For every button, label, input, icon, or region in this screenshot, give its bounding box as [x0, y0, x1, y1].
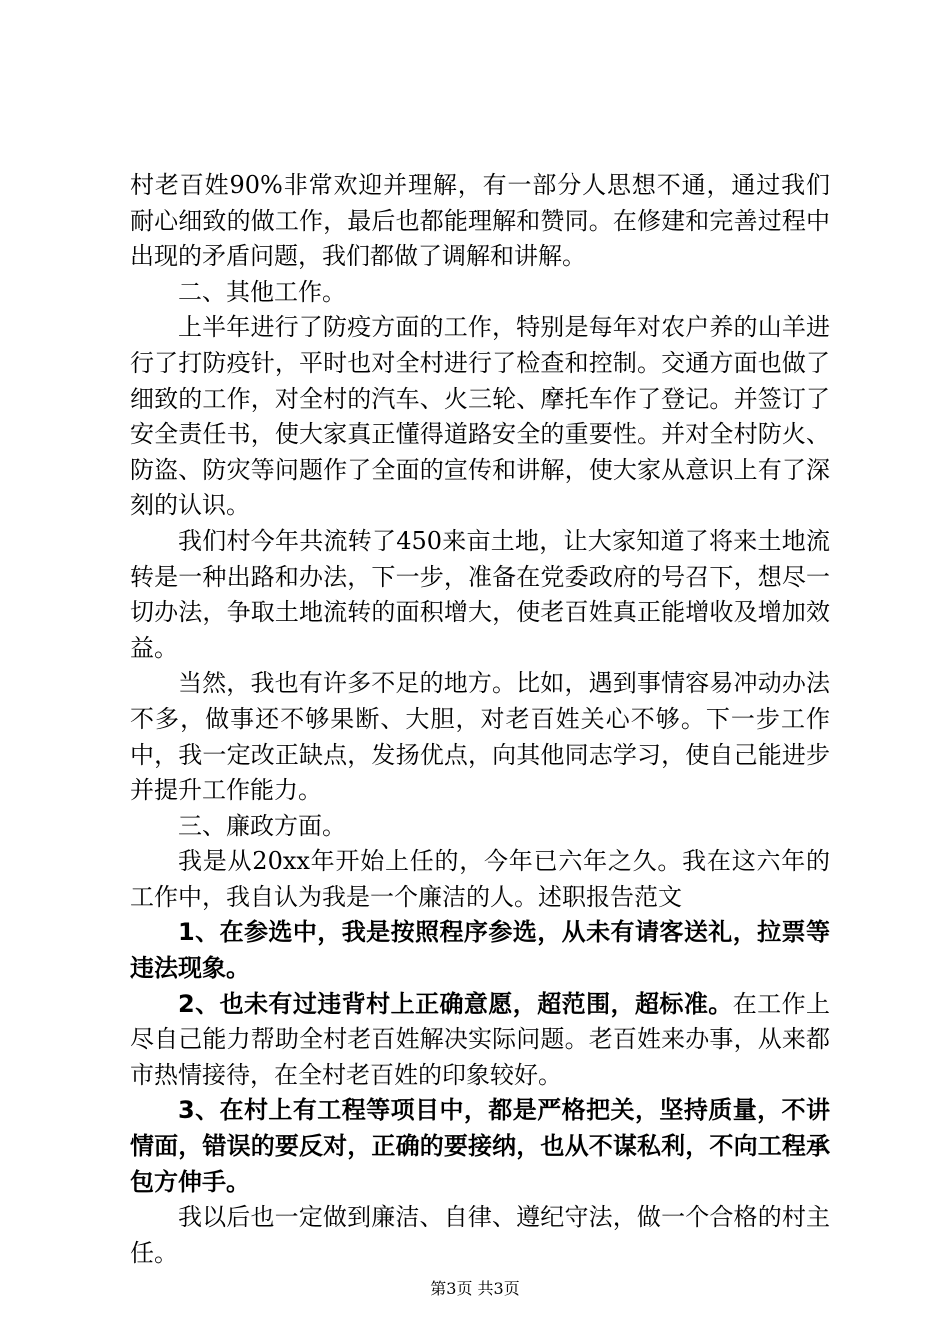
section-heading-integrity: 三、廉政方面。	[178, 811, 346, 840]
document-body	[130, 168, 830, 1271]
paragraph-closing: 我以后也一定做到廉洁、自律、遵纪守法，做一个合格的村主任。	[130, 1203, 830, 1267]
integrity-item-2-lead: 2、也未有过违背村上正确意愿，超范围，超标准。	[178, 989, 733, 1018]
integrity-item-1: 1、在参选中，我是按照程序参选，从未有请客送礼，拉票等违法现象。	[130, 918, 830, 983]
integrity-item-2-rest: 在工作上尽自己能力帮助全村老百姓解决实际问题。老百姓来办事，从来都市热情接待，在全村老百姓的印象较好。	[130, 989, 831, 1089]
paragraph-integrity-intro: 我是从20xx年开始上任的，今年已六年之久。我在这六年的工作中，我自认为我是一个廉洁的人。述职报告范文	[130, 847, 830, 911]
section-heading-other-work: 二、其他工作。	[178, 277, 346, 306]
paragraph-shortcomings: 当然，我也有许多不足的地方。比如，遇到事情容易冲动办法不多，做事还不够果断、大胆，对老百姓关心不够。下一步工作中，我一定改正缺点，发扬优点，向其他同志学习，使自己能进步并提升工作能力。	[130, 669, 830, 805]
paragraph-land-transfer: 我们村今年共流转了450来亩土地，让大家知道了将来土地流转是一种出路和办法，下一步，准备在党委政府的号召下，想尽一切办法，争取土地流转的面积增大，使老百姓真正能增收及增加效益。	[130, 526, 830, 662]
page-footer: 第3页 共3页	[430, 1279, 520, 1298]
integrity-item-3: 3、在村上有工程等项目中，都是严格把关，坚持质量，不讲情面，错误的要反对，正确的要接纳，也从不谋私利，不向工程承包方伸手。	[130, 1096, 830, 1196]
paragraph-continuation: 村老百姓90%非常欢迎并理解，有一部分人思想不通，通过我们耐心细致的做工作，最后也都能理解和赞同。在修建和完善过程中出现的矛盾问题，我们都做了调解和讲解。	[130, 171, 830, 271]
paragraph-epidemic-traffic: 上半年进行了防疫方面的工作，特别是每年对农户养的山羊进行了打防疫针，平时也对全村进行了检查和控制。交通方面也做了细致的工作，对全村的汽车、火三轮、摩托车作了登记。并签订了安全责任书，使大家真正懂得道路安全的重要性。并对全村防火、防盗、防灾等问题作了全面的宣传和讲解，使大家从意识上有了深刻的认识。	[130, 313, 830, 520]
integrity-item-2	[130, 987, 830, 1094]
